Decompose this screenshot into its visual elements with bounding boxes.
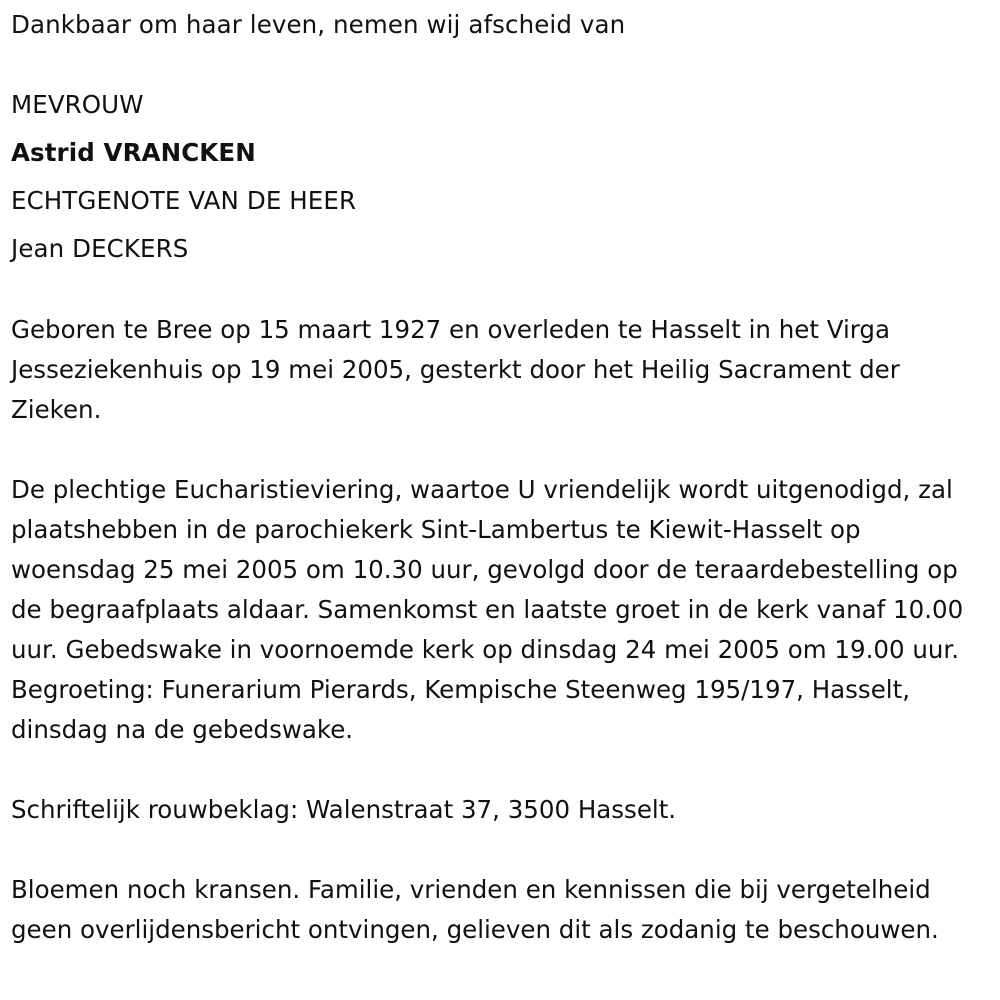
closing-text: Bloemen noch kransen. Familie, vrienden en kennissen die bij vergetelheid geen overlijdensbericht ontvingen, gelieven dit als zodanig te beschouwen. xyxy=(11,875,939,944)
birth-death-paragraph xyxy=(11,310,989,430)
condolence-text: Schriftelijk rouwbeklag: Walenstraat 37, 3500 Hasselt. xyxy=(11,795,677,824)
closing-paragraph xyxy=(11,870,989,950)
honorific: MEVROUW xyxy=(11,90,144,119)
birth-death-text: Geboren te Bree op 15 maart 1927 en overleden te Hasselt in het Virga Jesseziekenhuis op 19 mei 2005, gesterkt door het Heilig Sacrament der Zieken. xyxy=(11,315,900,424)
ceremony-paragraph xyxy=(11,470,989,750)
relation-line: ECHTGENOTE VAN DE HEER xyxy=(11,186,357,215)
deceased-name: Astrid VRANCKEN xyxy=(11,138,256,167)
spouse-name: Jean DECKERS xyxy=(11,234,189,263)
intro-line: Dankbaar om haar leven, nemen wij afscheid van xyxy=(11,10,626,39)
condolence-paragraph xyxy=(11,790,989,830)
ceremony-text: De plechtige Eucharistieviering, waartoe U vriendelijk wordt uitgenodigd, zal plaatshebben in de parochiekerk Sint-Lambertus te Kiewit-Hasselt op woensdag 25 mei 2005 om 10.30 uur, gevolgd door de teraardebestelling op de begraafplaats aldaar. Samenkomst en laatste groet in de kerk vanaf 10.00 uur. Gebedswake in voornoemde kerk op dinsdag 24 mei 2005 om 19.00 uur. Begroeting: Funerarium Pierards, Kempische Steenweg 195/197, Hasselt, dinsdag na de gebedswake. xyxy=(11,475,964,744)
